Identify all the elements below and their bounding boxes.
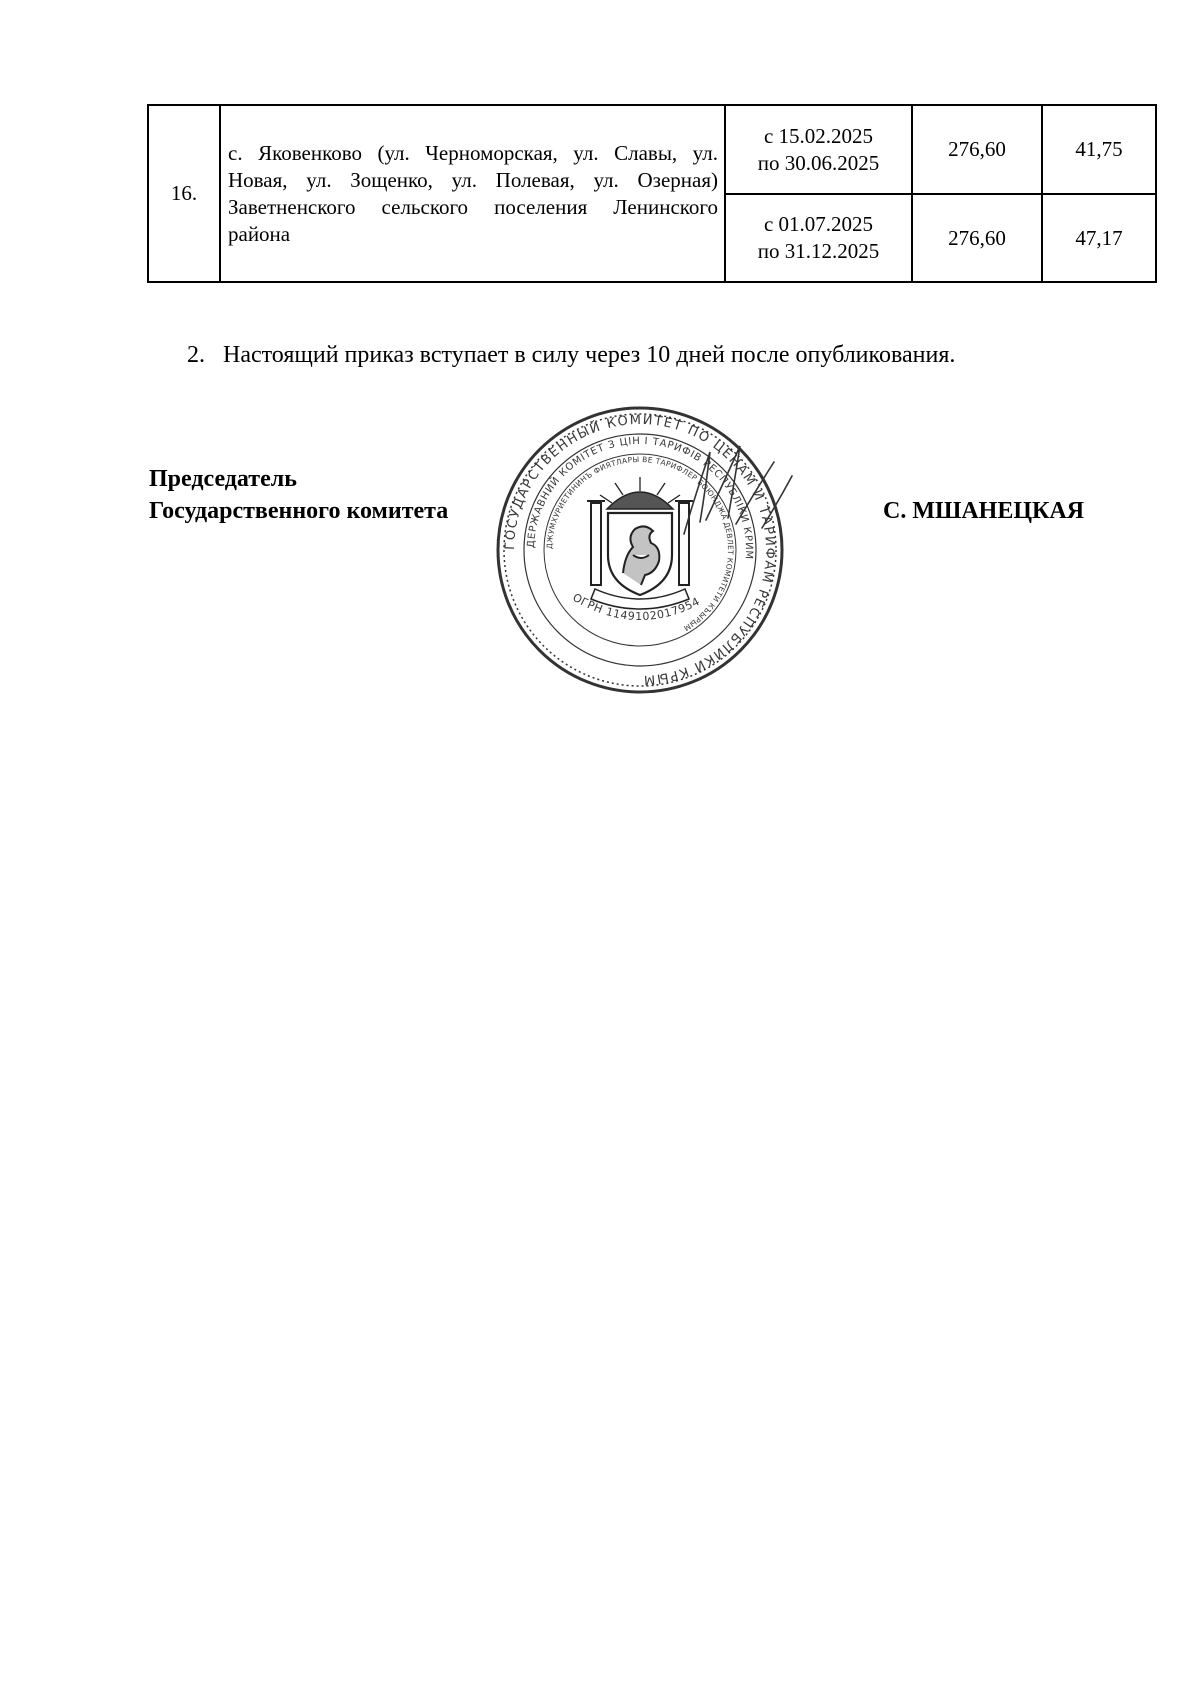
settlement-cell: с. Яковенково (ул. Черноморская, ул. Славы, ул. Новая, ул. Зощенко, ул. Полевая, ул. Озерная) Заветненского сельского поселения Ленинского района xyxy=(220,105,725,282)
position-line: Председатель xyxy=(149,466,297,492)
seal-middle-text: ДЕРЖАВНИЙ КОМІТЕТ З ЦІН І ТАРИФІВ РЕСПУБЛІКИ КРИМ xyxy=(525,435,755,561)
svg-text:ОГРН 1149102017954 xyxy=(570,591,702,623)
clause-text: Настоящий приказ вступает в силу через 10 дней после опубликования. xyxy=(223,342,956,368)
period-cell xyxy=(725,194,912,282)
row-number: 16. xyxy=(148,105,220,282)
clause-number: 2. xyxy=(187,342,205,368)
period-to: по 30.06.2025 xyxy=(757,150,880,175)
tariff-cell: 276,60 xyxy=(912,105,1042,194)
clause-paragraph xyxy=(187,340,955,370)
signatory-position xyxy=(149,463,448,527)
handwritten-signature-icon xyxy=(676,432,796,542)
seal-ogrn: ОГРН 1149102017954 xyxy=(570,590,703,624)
period-cell xyxy=(725,105,912,194)
table-row xyxy=(148,105,1156,194)
seal-outer-text: ГОСУДАРСТВЕННЫЙ КОМИТЕТ ПО ЦЕНАМ И ТАРИФАМ РЕСПУБЛИКИ КРЫМ xyxy=(502,412,778,688)
period-from: с 15.02.2025 xyxy=(763,123,874,148)
signatory-name: С. МШАНЕЦКАЯ xyxy=(883,498,1085,524)
seal-inner-text: ДЖУМХУРИЕТИНИНЪ ФИЯТЛАРЫ ВЕ ТАРИФЛЕР БОЮНДЖА ДЕВЛЕТ КОМИТЕТИ КЪЫРЫМ xyxy=(544,454,736,633)
period-from: с 01.07.2025 xyxy=(763,212,874,236)
period-to: по 31.12.2025 xyxy=(757,239,880,263)
tariff-cell: 47,17 xyxy=(1042,194,1156,282)
position-line: Государственного комитета xyxy=(149,498,449,524)
tariff-cell: 276,60 xyxy=(912,194,1042,282)
tariff-table xyxy=(147,104,1157,283)
tariff-cell: 41,75 xyxy=(1042,105,1156,194)
